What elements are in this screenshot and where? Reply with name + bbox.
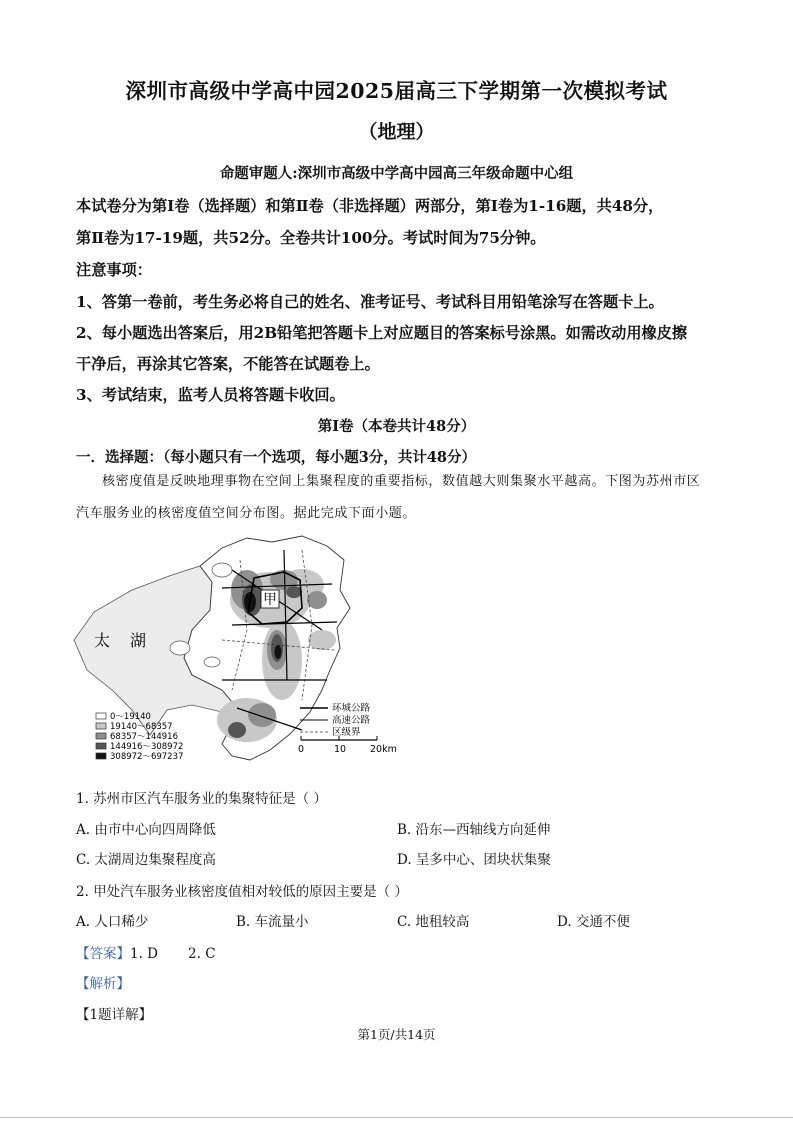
q1-option-b: B. 沿东—西轴线方向延伸 (397, 822, 551, 838)
density-map (72, 530, 402, 770)
question-1-stem: 1. 苏州市区汽车服务业的集聚特征是（ ） (76, 791, 327, 807)
q2-option-c: C. 地租较高 (397, 914, 470, 930)
stem-line-1: 核密度值是反映地理事物在空间上集聚程度的重要指标，数值越大则集聚水平越高。下图为苏州市区 (102, 474, 701, 489)
q2-option-b: B. 车流量小 (236, 914, 309, 930)
instruction-line-1: 本试卷分为第Ⅰ卷（选择题）和第Ⅱ卷（非选择题）两部分，第Ⅰ卷为1-16题，共48分， (76, 197, 664, 215)
setter-line: 命题审题人:深圳市高级中学高中园高三年级命题中心组 (219, 165, 574, 182)
exam-title: 深圳市高级中学高中园2025届高三下学期第一次模拟考试 (125, 79, 668, 103)
scale-tick-2: 20km (370, 744, 397, 755)
density-legend (96, 712, 183, 762)
legend-label-2: 68357～144916 (110, 732, 178, 742)
scale-tick-1: 10 (334, 744, 347, 755)
q1-option-d: D. 呈多中心、团块状集聚 (397, 852, 551, 868)
stem-line-2: 汽车服务业的核密度值空间分布图。据此完成下面小题。 (76, 506, 417, 521)
legend-label-0: 0～19140 (110, 712, 151, 722)
legend-swatch-1 (96, 723, 106, 729)
legend-district: 区级界 (332, 727, 361, 738)
question-2-stem: 2. 甲处汽车服务业核密度值相对较低的原因主要是（ ） (76, 884, 408, 900)
legend-swatch-0 (96, 713, 106, 719)
choice-section-title: 一．选择题：（每小题只有一个选项，每小题3分，共计48分） (76, 449, 477, 466)
legend-swatch-4 (96, 753, 106, 759)
lake-label-2: 湖 (130, 631, 147, 650)
answer-label: 【答案】 (76, 946, 130, 962)
exam-subject: （地理） (358, 121, 435, 143)
legend-label-1: 19140～68357 (110, 722, 173, 732)
legend-ring-road: 环城公路 (332, 703, 371, 714)
marker-jia: 甲 (263, 592, 277, 608)
page-footer: 第1页/共14页 (357, 1027, 436, 1042)
scale-tick-0: 0 (298, 744, 305, 755)
answer-text: 1. D 2. C (130, 946, 216, 962)
answer-line (76, 942, 216, 962)
instruction-line-2: 第Ⅱ卷为17-19题，共52分。全卷共计100分。考试时间为75分钟。 (76, 229, 546, 247)
notice-item-3: 3、考试结束，监考人员将答题卡收回。 (76, 386, 345, 404)
legend-label-3: 144916～308972 (110, 742, 184, 752)
page-bottom-rule (0, 1117, 793, 1118)
q2-option-d: D. 交通不便 (557, 914, 630, 930)
notice-item-2a: 2、每小题选出答案后，用2B铅笔把答题卡上对应题目的答案标号涂黑。如需改动用橡皮擦 (76, 324, 688, 342)
q2-option-a: A. 人口稀少 (76, 914, 149, 930)
legend-swatch-2 (96, 733, 106, 739)
line-legend (298, 702, 397, 755)
q1-option-c: C. 太湖周边集聚程度高 (76, 852, 216, 868)
detail-label: 【1题详解】 (76, 1007, 153, 1023)
q1-option-a: A. 由市中心向四周降低 (76, 822, 216, 838)
part-title: 第Ⅰ卷（本卷共计48分） (317, 418, 476, 435)
notice-title: 注意事项： (76, 261, 152, 279)
legend-label-4: 308972～697237 (110, 752, 184, 762)
notice-item-1: 1、答第一卷前，考生务必将自己的姓名、准考证号、考试科目用铅笔涂写在答题卡上。 (76, 293, 664, 311)
legend-highway: 高速公路 (332, 715, 371, 726)
notice-item-2b: 干净后，再涂其它答案，不能答在试题卷上。 (76, 355, 380, 373)
lake-label-1: 太 (94, 631, 111, 650)
legend-swatch-3 (96, 743, 106, 749)
analysis-label: 【解析】 (76, 976, 130, 992)
